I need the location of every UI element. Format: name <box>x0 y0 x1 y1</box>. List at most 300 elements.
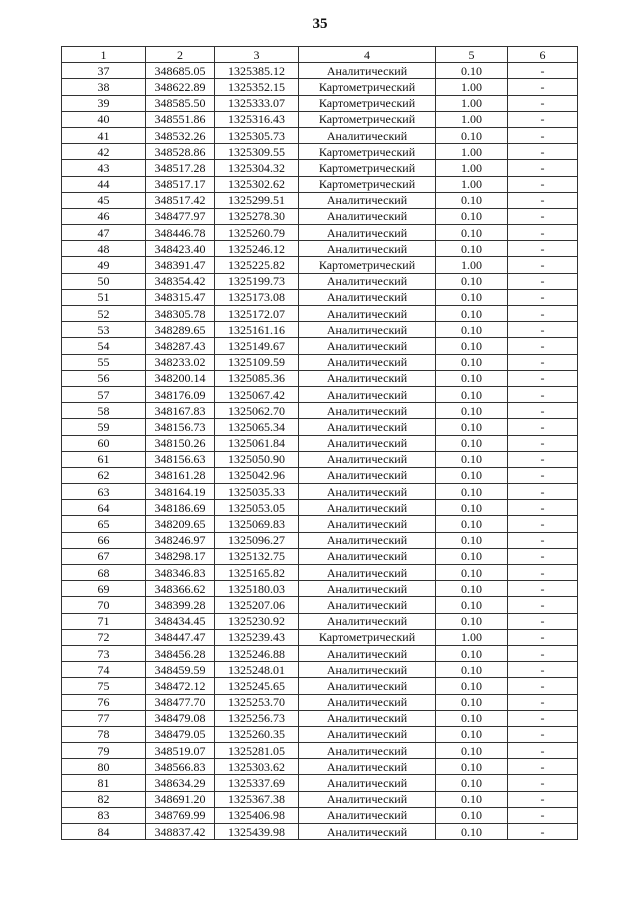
table-cell: Аналитический <box>299 645 436 661</box>
table-cell: 1325230.92 <box>215 613 299 629</box>
table-cell: 1325042.96 <box>215 467 299 483</box>
table-cell: 348156.73 <box>146 419 215 435</box>
table-row <box>62 370 578 386</box>
table-cell: 1325053.05 <box>215 500 299 516</box>
table-cell: 66 <box>62 532 146 548</box>
table-cell: Аналитический <box>299 662 436 678</box>
table-row <box>62 435 578 451</box>
table-row <box>62 662 578 678</box>
table-cell: 1325299.51 <box>215 192 299 208</box>
table-cell: Аналитический <box>299 694 436 710</box>
table-cell: 348691.20 <box>146 791 215 807</box>
table-row <box>62 678 578 694</box>
table-cell: 348354.42 <box>146 273 215 289</box>
table-cell: - <box>508 743 578 759</box>
table-cell: 0.10 <box>436 225 508 241</box>
table-cell: - <box>508 338 578 354</box>
table-cell: Аналитический <box>299 500 436 516</box>
table-cell: Картометрический <box>299 144 436 160</box>
table-cell: 48 <box>62 241 146 257</box>
table-cell: 0.10 <box>436 645 508 661</box>
table-row <box>62 127 578 143</box>
table-row <box>62 775 578 791</box>
table-cell: 70 <box>62 597 146 613</box>
table-cell: 1325337.69 <box>215 775 299 791</box>
table-cell: 1325260.79 <box>215 225 299 241</box>
table-cell: 61 <box>62 451 146 467</box>
table-cell: - <box>508 694 578 710</box>
table-cell: 1325253.70 <box>215 694 299 710</box>
table-cell: 1.00 <box>436 95 508 111</box>
table-cell: 59 <box>62 419 146 435</box>
table-cell: Аналитический <box>299 467 436 483</box>
table-row <box>62 759 578 775</box>
table-cell: 69 <box>62 581 146 597</box>
table-cell: 0.10 <box>436 354 508 370</box>
table-cell: Аналитический <box>299 548 436 564</box>
table-row <box>62 241 578 257</box>
table-cell: - <box>508 306 578 322</box>
table-cell: 1325149.67 <box>215 338 299 354</box>
table-cell: Аналитический <box>299 710 436 726</box>
table-cell: Аналитический <box>299 386 436 402</box>
table-cell: Аналитический <box>299 306 436 322</box>
table-cell: Картометрический <box>299 629 436 645</box>
table-cell: 348150.26 <box>146 435 215 451</box>
table-row <box>62 403 578 419</box>
table-cell: Аналитический <box>299 225 436 241</box>
table-cell: 348161.28 <box>146 467 215 483</box>
table-cell: 1325245.65 <box>215 678 299 694</box>
table-cell: 1325239.43 <box>215 629 299 645</box>
table-cell: 52 <box>62 306 146 322</box>
table-cell: - <box>508 565 578 581</box>
table-cell: 0.10 <box>436 467 508 483</box>
table-cell: 0.10 <box>436 824 508 840</box>
table-cell: 1325180.03 <box>215 581 299 597</box>
table-cell: 0.10 <box>436 726 508 742</box>
table-cell: 1325172.07 <box>215 306 299 322</box>
table-cell: Аналитический <box>299 289 436 305</box>
table-cell: 0.10 <box>436 500 508 516</box>
table-cell: 44 <box>62 176 146 192</box>
table-cell: 83 <box>62 807 146 823</box>
table-cell: 1325352.15 <box>215 79 299 95</box>
table-cell: 0.10 <box>436 662 508 678</box>
table-cell: 0.10 <box>436 484 508 500</box>
table-cell: 0.10 <box>436 775 508 791</box>
table-cell: Картометрический <box>299 95 436 111</box>
table-cell: 40 <box>62 111 146 127</box>
table-cell: Картометрический <box>299 79 436 95</box>
table-cell: 348769.99 <box>146 807 215 823</box>
table-cell: - <box>508 403 578 419</box>
table-cell: Аналитический <box>299 726 436 742</box>
table-cell: 348622.89 <box>146 79 215 95</box>
table-cell: Аналитический <box>299 322 436 338</box>
table-row <box>62 273 578 289</box>
table-cell: - <box>508 775 578 791</box>
table-row <box>62 225 578 241</box>
table-cell: 1325256.73 <box>215 710 299 726</box>
table-row <box>62 419 578 435</box>
table-cell: 348246.97 <box>146 532 215 548</box>
table-cell: 0.10 <box>436 370 508 386</box>
table-cell: 50 <box>62 273 146 289</box>
table-row <box>62 645 578 661</box>
table-cell: 1325385.12 <box>215 63 299 79</box>
table-cell: 56 <box>62 370 146 386</box>
header-cell: 4 <box>299 47 436 63</box>
table-cell: 348456.28 <box>146 645 215 661</box>
table-cell: Картометрический <box>299 176 436 192</box>
table-cell: 1325165.82 <box>215 565 299 581</box>
table-cell: Аналитический <box>299 208 436 224</box>
table-cell: 348186.69 <box>146 500 215 516</box>
table-cell: 348287.43 <box>146 338 215 354</box>
header-cell: 1 <box>62 47 146 63</box>
table-cell: 51 <box>62 289 146 305</box>
table-cell: Аналитический <box>299 419 436 435</box>
table-row <box>62 176 578 192</box>
table-row <box>62 257 578 273</box>
table-cell: 348479.08 <box>146 710 215 726</box>
table-row <box>62 516 578 532</box>
table-cell: 0.10 <box>436 338 508 354</box>
table-cell: - <box>508 451 578 467</box>
table-cell: 1325304.32 <box>215 160 299 176</box>
table-cell: 0.10 <box>436 807 508 823</box>
table-cell: - <box>508 662 578 678</box>
table-cell: 1325085.36 <box>215 370 299 386</box>
table-cell: 82 <box>62 791 146 807</box>
table-cell: 0.10 <box>436 516 508 532</box>
table-cell: 0.10 <box>436 565 508 581</box>
table-cell: 1325367.38 <box>215 791 299 807</box>
table-cell: 0.10 <box>436 791 508 807</box>
table-cell: 81 <box>62 775 146 791</box>
table-cell: 348517.28 <box>146 160 215 176</box>
table-row <box>62 710 578 726</box>
table-cell: 348837.42 <box>146 824 215 840</box>
table-cell: 1.00 <box>436 257 508 273</box>
table-cell: 53 <box>62 322 146 338</box>
table-cell: 72 <box>62 629 146 645</box>
table-cell: 348528.86 <box>146 144 215 160</box>
table-cell: - <box>508 548 578 564</box>
table-cell: Аналитический <box>299 192 436 208</box>
table-cell: 348209.65 <box>146 516 215 532</box>
header-cell: 2 <box>146 47 215 63</box>
table-cell: 0.10 <box>436 694 508 710</box>
table-cell: 348566.83 <box>146 759 215 775</box>
table-cell: 0.10 <box>436 322 508 338</box>
table-cell: 42 <box>62 144 146 160</box>
table-cell: 0.10 <box>436 63 508 79</box>
table-row <box>62 338 578 354</box>
table-row <box>62 548 578 564</box>
table-cell: - <box>508 516 578 532</box>
table-cell: Аналитический <box>299 241 436 257</box>
table-cell: 60 <box>62 435 146 451</box>
table-row <box>62 144 578 160</box>
table-cell: Аналитический <box>299 63 436 79</box>
table-cell: 348634.29 <box>146 775 215 791</box>
table-row <box>62 743 578 759</box>
table-cell: 67 <box>62 548 146 564</box>
table-cell: 348459.59 <box>146 662 215 678</box>
table-body <box>62 63 578 840</box>
table-cell: 348551.86 <box>146 111 215 127</box>
table-cell: - <box>508 484 578 500</box>
table-cell: 1.00 <box>436 111 508 127</box>
table-cell: 1.00 <box>436 144 508 160</box>
table-cell: 1.00 <box>436 176 508 192</box>
table-cell: Аналитический <box>299 743 436 759</box>
table-cell: - <box>508 629 578 645</box>
table-cell: 55 <box>62 354 146 370</box>
table-row <box>62 63 578 79</box>
table-cell: - <box>508 144 578 160</box>
table-cell: 348391.47 <box>146 257 215 273</box>
table-cell: - <box>508 273 578 289</box>
header-row <box>62 47 578 63</box>
table-cell: Аналитический <box>299 516 436 532</box>
table-row <box>62 791 578 807</box>
table-cell: - <box>508 710 578 726</box>
table-cell: 1325050.90 <box>215 451 299 467</box>
table-cell: - <box>508 467 578 483</box>
table-cell: 1325316.43 <box>215 111 299 127</box>
table-cell: - <box>508 759 578 775</box>
table-cell: 65 <box>62 516 146 532</box>
table-cell: Аналитический <box>299 403 436 419</box>
table-cell: 1325061.84 <box>215 435 299 451</box>
table-cell: 1325069.83 <box>215 516 299 532</box>
table-cell: - <box>508 208 578 224</box>
table-cell: 75 <box>62 678 146 694</box>
table-cell: 1325260.35 <box>215 726 299 742</box>
table-cell: 348366.62 <box>146 581 215 597</box>
table-cell: - <box>508 127 578 143</box>
table-cell: Картометрический <box>299 160 436 176</box>
table-cell: 348517.17 <box>146 176 215 192</box>
table-cell: 348399.28 <box>146 597 215 613</box>
table-cell: 348477.97 <box>146 208 215 224</box>
table-cell: 0.10 <box>436 678 508 694</box>
table-row <box>62 208 578 224</box>
table-cell: - <box>508 160 578 176</box>
table-cell: 0.10 <box>436 759 508 775</box>
table-cell: 1325439.98 <box>215 824 299 840</box>
table-cell: Аналитический <box>299 435 436 451</box>
table-cell: - <box>508 370 578 386</box>
table-cell: - <box>508 95 578 111</box>
table-cell: - <box>508 322 578 338</box>
table-cell: - <box>508 79 578 95</box>
table-cell: 348434.45 <box>146 613 215 629</box>
table-cell: - <box>508 824 578 840</box>
table-cell: 39 <box>62 95 146 111</box>
table-row <box>62 111 578 127</box>
table-cell: 37 <box>62 63 146 79</box>
table-cell: 0.10 <box>436 451 508 467</box>
table-cell: 0.10 <box>436 273 508 289</box>
table-cell: Аналитический <box>299 370 436 386</box>
table-cell: 64 <box>62 500 146 516</box>
table-cell: 57 <box>62 386 146 402</box>
table-cell: 348517.42 <box>146 192 215 208</box>
table-cell: 348200.14 <box>146 370 215 386</box>
table-cell: 0.10 <box>436 386 508 402</box>
table-cell: 0.10 <box>436 419 508 435</box>
table-cell: 0.10 <box>436 403 508 419</box>
table-cell: Аналитический <box>299 127 436 143</box>
table-row <box>62 386 578 402</box>
table-cell: - <box>508 532 578 548</box>
table-cell: Аналитический <box>299 613 436 629</box>
table-cell: 43 <box>62 160 146 176</box>
table-cell: Аналитический <box>299 532 436 548</box>
table-cell: 38 <box>62 79 146 95</box>
table-cell: Картометрический <box>299 111 436 127</box>
table-cell: 1325333.07 <box>215 95 299 111</box>
table-cell: - <box>508 63 578 79</box>
table-cell: 74 <box>62 662 146 678</box>
table-cell: 1325096.27 <box>215 532 299 548</box>
table-cell: 348164.19 <box>146 484 215 500</box>
table-cell: 0.10 <box>436 597 508 613</box>
table-cell: 348423.40 <box>146 241 215 257</box>
header-cell: 3 <box>215 47 299 63</box>
table-cell: Аналитический <box>299 354 436 370</box>
table-cell: 1325246.12 <box>215 241 299 257</box>
table-cell: 68 <box>62 565 146 581</box>
table-cell: 0.10 <box>436 127 508 143</box>
table-cell: 1325248.01 <box>215 662 299 678</box>
table-cell: 1325062.70 <box>215 403 299 419</box>
table-cell: - <box>508 111 578 127</box>
table-cell: 348477.70 <box>146 694 215 710</box>
table-cell: 1325246.88 <box>215 645 299 661</box>
table-cell: 80 <box>62 759 146 775</box>
table-cell: 1325132.75 <box>215 548 299 564</box>
table-cell: 0.10 <box>436 241 508 257</box>
table-cell: 76 <box>62 694 146 710</box>
table-cell: - <box>508 176 578 192</box>
table-row <box>62 451 578 467</box>
table-row <box>62 484 578 500</box>
table-cell: 1.00 <box>436 79 508 95</box>
table-cell: 63 <box>62 484 146 500</box>
table-cell: 1325278.30 <box>215 208 299 224</box>
table-cell: 1325305.73 <box>215 127 299 143</box>
table-cell: 348685.05 <box>146 63 215 79</box>
table-cell: 54 <box>62 338 146 354</box>
table-row <box>62 581 578 597</box>
table-cell: - <box>508 241 578 257</box>
table-cell: - <box>508 192 578 208</box>
table-cell: 1.00 <box>436 160 508 176</box>
table-cell: Аналитический <box>299 565 436 581</box>
table-cell: 1325199.73 <box>215 273 299 289</box>
table-row <box>62 597 578 613</box>
table-cell: - <box>508 597 578 613</box>
coordinates-table <box>61 46 578 840</box>
table-cell: 348519.07 <box>146 743 215 759</box>
table-cell: 348346.83 <box>146 565 215 581</box>
table-cell: 348289.65 <box>146 322 215 338</box>
table-cell: - <box>508 581 578 597</box>
table-cell: Картометрический <box>299 257 436 273</box>
table-cell: Аналитический <box>299 597 436 613</box>
page-number: 35 <box>312 16 328 32</box>
table-cell: 348532.26 <box>146 127 215 143</box>
table-cell: - <box>508 613 578 629</box>
table-row <box>62 807 578 823</box>
table-row <box>62 289 578 305</box>
table-cell: 73 <box>62 645 146 661</box>
table-cell: 348298.17 <box>146 548 215 564</box>
table-cell: 0.10 <box>436 581 508 597</box>
table-cell: 1325065.34 <box>215 419 299 435</box>
table-row <box>62 354 578 370</box>
table-cell: 84 <box>62 824 146 840</box>
table-cell: 348176.09 <box>146 386 215 402</box>
table-cell: Аналитический <box>299 824 436 840</box>
table-cell: Аналитический <box>299 484 436 500</box>
table-cell: - <box>508 419 578 435</box>
table-cell: 1325225.82 <box>215 257 299 273</box>
table-cell: Аналитический <box>299 775 436 791</box>
table-row <box>62 532 578 548</box>
table-cell: - <box>508 386 578 402</box>
table-cell: 71 <box>62 613 146 629</box>
table-row <box>62 824 578 840</box>
table-row <box>62 565 578 581</box>
table-cell: - <box>508 257 578 273</box>
table-cell: 348472.12 <box>146 678 215 694</box>
table-cell: - <box>508 807 578 823</box>
table-cell: 0.10 <box>436 306 508 322</box>
table-cell: - <box>508 645 578 661</box>
table-cell: Аналитический <box>299 807 436 823</box>
table-cell: - <box>508 791 578 807</box>
table-row <box>62 160 578 176</box>
table-cell: 1325309.55 <box>215 144 299 160</box>
table-cell: 1325173.08 <box>215 289 299 305</box>
table-row <box>62 629 578 645</box>
table-row <box>62 79 578 95</box>
table-cell: 47 <box>62 225 146 241</box>
table-cell: 49 <box>62 257 146 273</box>
table-cell: 0.10 <box>436 208 508 224</box>
table-row <box>62 322 578 338</box>
table-cell: 1325281.05 <box>215 743 299 759</box>
table-cell: - <box>508 225 578 241</box>
table-cell: 348447.47 <box>146 629 215 645</box>
table-cell: - <box>508 435 578 451</box>
table-cell: Аналитический <box>299 338 436 354</box>
table-cell: 348167.83 <box>146 403 215 419</box>
table-cell: 348315.47 <box>146 289 215 305</box>
table-cell: Аналитический <box>299 581 436 597</box>
table-cell: 1325302.62 <box>215 176 299 192</box>
table-cell: 348479.05 <box>146 726 215 742</box>
table-cell: 58 <box>62 403 146 419</box>
table-cell: 1325406.98 <box>215 807 299 823</box>
table-cell: 41 <box>62 127 146 143</box>
